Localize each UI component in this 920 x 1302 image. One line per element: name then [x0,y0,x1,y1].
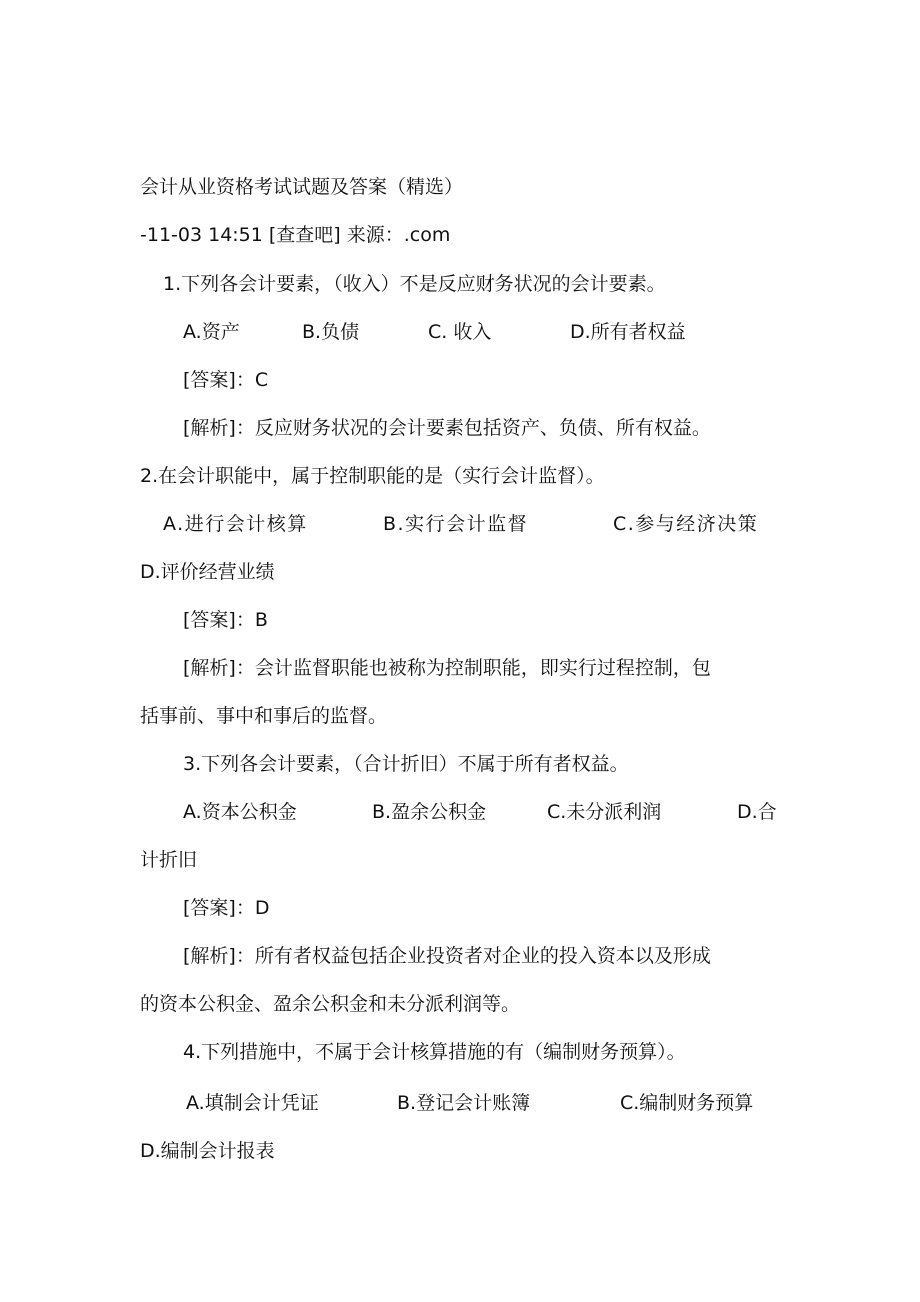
q1-option-c: C. 收入 [428,321,492,343]
q2-option-b: B.实行会计监督 [383,513,529,535]
q4-option-a: A.填制会计凭证 [186,1092,319,1114]
q2-answer: [答案]：B [183,609,268,631]
q2-option-a: A.进行会计核算 [163,513,308,535]
q3-analysis-cont: 的资本公积金、盈余公积金和未分派利润等。 [140,993,521,1015]
question-1: 1.下列各会计要素，（收入）不是反应财务状况的会计要素。 [163,273,666,295]
q3-analysis: [解析]：所有者权益包括企业投资者对企业的投入资本以及形成 [183,945,711,967]
q2-option-d: D.评价经营业绩 [140,561,275,583]
q2-analysis: [解析]：会计监督职能也被称为控制职能，即实行过程控制，包 [183,657,711,679]
q3-option-b: B.盈余公积金 [372,801,487,823]
q3-option-d: D.合 [737,801,777,823]
document-meta: -11-03 14:51 [查查吧] 来源：.com [140,224,451,246]
q3-option-a: A.资本公积金 [183,801,297,823]
q1-option-a: A.资产 [183,321,240,343]
q1-option-d: D.所有者权益 [570,321,686,343]
q4-option-d: D.编制会计报表 [140,1140,275,1162]
q2-analysis-cont: 括事前、事中和事后的监督。 [140,705,388,727]
q3-option-c: C.未分派利润 [547,801,662,823]
q4-option-c: C.编制财务预算 [620,1092,754,1114]
q1-analysis: [解析]：反应财务状况的会计要素包括资产、负债、所有权益。 [183,417,711,439]
q1-option-b: B.负债 [302,321,360,343]
question-4: 4.下列措施中，不属于会计核算措施的有（编制财务预算）。 [183,1041,686,1063]
document-title: 会计从业资格考试试题及答案（精选） [140,176,464,198]
question-3: 3.下列各会计要素，（合计折旧）不属于所有者权益。 [183,753,629,775]
q1-answer: [答案]：C [183,369,269,391]
q2-option-c: C.参与经济决策 [613,513,759,535]
q3-answer: [答案]：D [183,897,270,919]
q3-option-d-cont: 计折旧 [140,849,198,871]
question-2: 2.在会计职能中，属于控制职能的是（实行会计监督）。 [140,465,605,487]
q4-option-b: B.登记会计账簿 [397,1092,531,1114]
